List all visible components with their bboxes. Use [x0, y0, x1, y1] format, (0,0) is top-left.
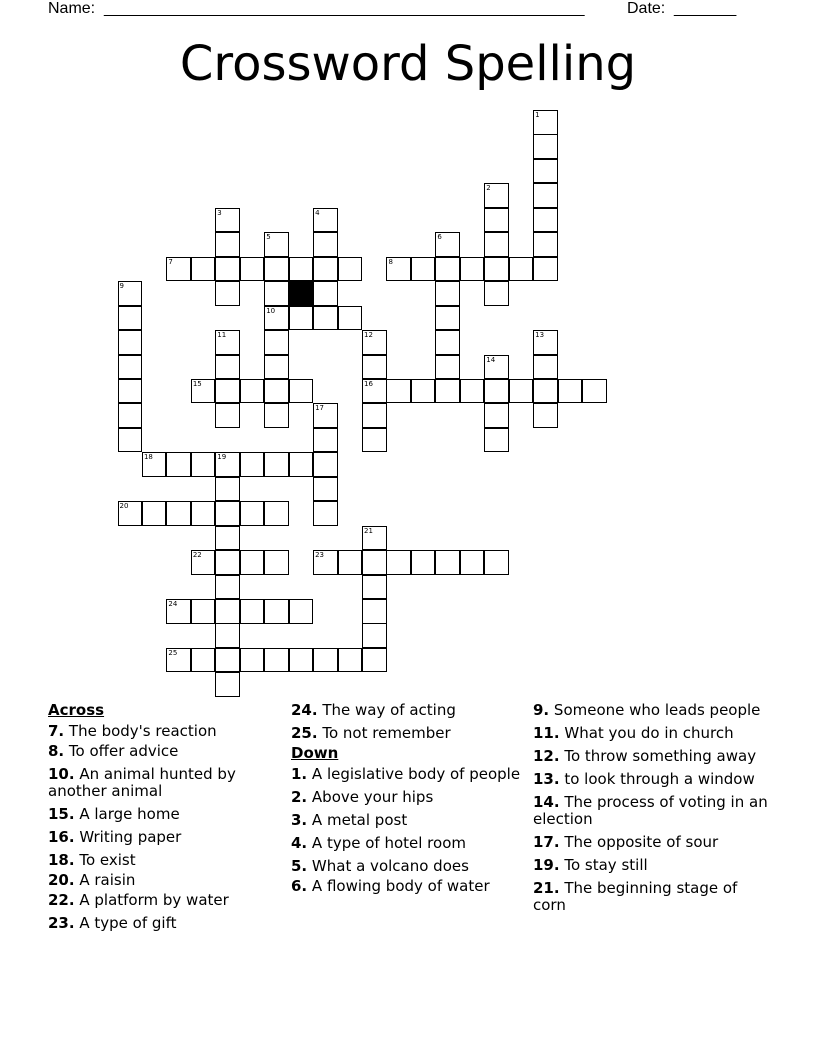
grid-cell[interactable] [289, 306, 314, 331]
grid-cell[interactable] [484, 403, 509, 428]
grid-cell[interactable] [118, 330, 143, 355]
clue-number: 6 [437, 233, 442, 242]
grid-cell[interactable] [118, 379, 143, 404]
grid-cell[interactable] [313, 306, 338, 331]
clue-down-13: 13. to look through a window [533, 770, 755, 788]
grid-cell[interactable] [484, 355, 509, 380]
grid-cell[interactable] [118, 403, 143, 428]
grid-cell[interactable] [215, 355, 240, 380]
grid-cell[interactable] [313, 501, 338, 526]
clue-across-7: 7. The body's reaction [48, 722, 217, 740]
grid-cell[interactable] [362, 379, 387, 404]
grid-cell[interactable] [411, 379, 436, 404]
grid-cell[interactable] [533, 159, 558, 184]
grid-cell[interactable] [264, 379, 289, 404]
grid-cell[interactable] [215, 452, 240, 477]
grid-cell[interactable] [215, 281, 240, 306]
grid-cell[interactable] [215, 526, 240, 551]
grid-cell[interactable] [435, 379, 460, 404]
clue-down-19: 19. To stay still [533, 856, 648, 874]
grid-cell[interactable] [313, 550, 338, 575]
clue-number: 4 [315, 208, 320, 217]
clue-across-16: 16. Writing paper [48, 828, 182, 846]
grid-cell[interactable] [338, 550, 363, 575]
grid-cell[interactable] [215, 330, 240, 355]
clue-across-10: 10. An animal hunted by another animal [48, 765, 236, 800]
grid-cell[interactable] [215, 379, 240, 404]
grid-cell[interactable] [338, 306, 363, 331]
grid-cell[interactable] [264, 403, 289, 428]
clue-number: 16 [364, 379, 373, 388]
grid-cell[interactable] [460, 550, 485, 575]
name-label: Name: [48, 0, 96, 17]
grid-cell[interactable] [142, 452, 167, 477]
grid-cell[interactable] [166, 257, 191, 282]
grid-cell[interactable] [118, 306, 143, 331]
grid-cell[interactable] [289, 648, 314, 673]
grid-cell[interactable] [215, 672, 240, 697]
grid-cell[interactable] [338, 257, 363, 282]
grid-cell[interactable] [118, 428, 143, 453]
grid-cell[interactable] [313, 477, 338, 502]
clue-number: 1 [535, 111, 540, 119]
clue-down-6: 6. A flowing body of water [291, 877, 490, 895]
clue-number: 9 [119, 282, 124, 291]
clue-number: 18 [143, 453, 153, 462]
grid-cell[interactable] [118, 355, 143, 380]
clue-number: 20 [119, 502, 129, 511]
grid-cell[interactable] [240, 599, 265, 624]
clue-number: 7 [168, 257, 173, 266]
grid-cell[interactable] [313, 403, 338, 428]
grid-cell[interactable] [264, 281, 289, 306]
grid-cell[interactable] [264, 306, 289, 331]
grid-cell[interactable] [313, 208, 338, 233]
grid-cell[interactable] [264, 452, 289, 477]
grid-cell[interactable] [215, 208, 240, 233]
grid-cell[interactable] [484, 379, 509, 404]
grid-cell[interactable] [215, 477, 240, 502]
grid-cell[interactable] [362, 428, 387, 453]
grid-cell[interactable] [362, 623, 387, 648]
clue-number: 15 [192, 379, 202, 388]
across-heading: Across [48, 701, 105, 719]
grid-cell[interactable] [533, 110, 558, 135]
clue-number: 21 [364, 526, 373, 535]
grid-cell[interactable] [533, 379, 558, 404]
grid-cell[interactable] [338, 648, 363, 673]
grid-cell[interactable] [166, 599, 191, 624]
grid-cell[interactable] [386, 550, 411, 575]
clue-number: 19 [217, 453, 227, 462]
grid-cell[interactable] [264, 232, 289, 257]
clue-down-9: 9. Someone who leads people [533, 701, 761, 719]
grid-cell[interactable] [582, 379, 607, 404]
clues-column-2 [291, 702, 527, 901]
grid-cell[interactable] [313, 257, 338, 282]
grid-cell[interactable] [289, 599, 314, 624]
grid-cell[interactable] [215, 550, 240, 575]
grid-cell[interactable] [191, 648, 216, 673]
grid-cell[interactable] [435, 355, 460, 380]
grid-cell[interactable] [484, 550, 509, 575]
grid-cell[interactable] [386, 379, 411, 404]
clue-number: 17 [315, 404, 325, 413]
clue-number: 12 [364, 331, 373, 340]
grid-cell[interactable] [484, 232, 509, 257]
grid-cell[interactable] [435, 281, 460, 306]
grid-cell[interactable] [240, 648, 265, 673]
grid-cell[interactable] [362, 575, 387, 600]
grid-cell[interactable] [215, 257, 240, 282]
clue-down-21: 21. The beginning stage of corn [533, 879, 738, 914]
page-title: Crossword Spelling [179, 36, 637, 92]
clue-down-5: 5. What a volcano does [291, 857, 469, 875]
grid-cell[interactable] [362, 330, 387, 355]
grid-cell[interactable] [484, 428, 509, 453]
clue-number: 5 [266, 233, 271, 242]
clue-number: 24 [168, 600, 178, 608]
grid-cell[interactable] [362, 648, 387, 673]
clue-across-23: 23. A type of gift [48, 914, 177, 932]
grid-cell[interactable] [215, 648, 240, 673]
grid-cell[interactable] [460, 257, 485, 282]
clue-number: 23 [315, 551, 325, 560]
clue-number: 14 [486, 355, 496, 364]
grid-cell[interactable] [533, 355, 558, 380]
grid-cell[interactable] [435, 550, 460, 575]
clue-down-17: 17. The opposite of sour [533, 833, 719, 851]
clue-across-22: 22. A platform by water [48, 891, 229, 909]
clue-number: 3 [217, 208, 222, 217]
grid-cell[interactable] [240, 257, 265, 282]
grid-cell[interactable] [313, 452, 338, 477]
grid-cell[interactable] [533, 330, 558, 355]
name-field-line[interactable]: ______________________________________________________ [104, 0, 585, 17]
grid-cell[interactable] [264, 599, 289, 624]
grid-cell[interactable] [191, 257, 216, 282]
grid-cell[interactable] [435, 257, 460, 282]
grid-cell[interactable] [264, 355, 289, 380]
grid-cell[interactable] [435, 232, 460, 257]
grid-cell[interactable] [191, 550, 216, 575]
clues-column-3 [533, 702, 769, 920]
clue-number: 13 [535, 331, 545, 340]
clue-down-3: 3. A metal post [291, 811, 408, 829]
clue-number: 25 [168, 648, 178, 657]
grid-cell[interactable] [313, 281, 338, 306]
grid-cell[interactable] [362, 550, 387, 575]
grid-cell[interactable] [215, 599, 240, 624]
grid-cell[interactable] [484, 257, 509, 282]
grid-cell[interactable] [166, 452, 191, 477]
clue-across-8: 8. To offer advice [48, 742, 179, 760]
grid-cell[interactable] [166, 501, 191, 526]
clue-across-18: 18. To exist [48, 851, 136, 869]
grid-cell[interactable] [460, 379, 485, 404]
grid-cell[interactable] [362, 526, 387, 551]
grid-cell[interactable] [215, 501, 240, 526]
clue-number: 10 [266, 306, 276, 315]
grid-cell[interactable] [533, 208, 558, 233]
grid-cell[interactable] [533, 257, 558, 282]
down-heading: Down [291, 744, 339, 762]
grid-cell[interactable] [435, 306, 460, 331]
grid-cell[interactable] [215, 232, 240, 257]
grid-cell[interactable] [215, 403, 240, 428]
clues-column-1 [48, 702, 284, 938]
grid-cell[interactable] [240, 379, 265, 404]
grid-cell[interactable] [533, 403, 558, 428]
grid-cell[interactable] [191, 379, 216, 404]
grid-cell[interactable] [215, 623, 240, 648]
grid-cell[interactable] [264, 550, 289, 575]
clue-number: 2 [486, 184, 491, 193]
grid-cell[interactable] [264, 330, 289, 355]
date-label: Date: [627, 0, 666, 17]
clue-across-15: 15. A large home [48, 805, 180, 823]
grid-cell[interactable] [191, 452, 216, 477]
grid-cell[interactable] [362, 355, 387, 380]
grid-cell[interactable] [386, 257, 411, 282]
grid-cell[interactable] [533, 134, 558, 159]
grid-cell[interactable] [240, 452, 265, 477]
grid-cell[interactable] [362, 403, 387, 428]
clue-down-2: 2. Above your hips [291, 788, 434, 806]
grid-cell[interactable] [264, 257, 289, 282]
grid-cell[interactable] [289, 257, 314, 282]
grid-cell[interactable] [118, 281, 143, 306]
grid-cell[interactable] [558, 379, 583, 404]
grid-cell[interactable] [166, 648, 191, 673]
grid-cell[interactable] [289, 452, 314, 477]
grid-cell[interactable] [313, 428, 338, 453]
grid-cell[interactable] [411, 550, 436, 575]
grid-cell[interactable] [533, 232, 558, 257]
grid-cell[interactable] [411, 257, 436, 282]
grid-cell[interactable] [215, 575, 240, 600]
clue-down-4: 4. A type of hotel room [291, 834, 466, 852]
clue-down-12: 12. To throw something away [533, 747, 757, 765]
grid-cell[interactable] [484, 183, 509, 208]
clue-across-25: 25. To not remember [291, 724, 451, 742]
clue-across-20: 20. A raisin [48, 871, 136, 889]
clue-number: 22 [192, 551, 202, 560]
clue-number: 11 [217, 331, 227, 340]
black-square [289, 281, 314, 306]
grid-cell[interactable] [118, 501, 143, 526]
grid-cell[interactable] [484, 208, 509, 233]
grid-cell[interactable] [289, 379, 314, 404]
grid-cell[interactable] [313, 648, 338, 673]
date-field-line[interactable]: _______ [674, 0, 737, 17]
grid-cell[interactable] [509, 379, 534, 404]
grid-cell[interactable] [142, 501, 167, 526]
grid-cell[interactable] [264, 648, 289, 673]
grid-cell[interactable] [191, 501, 216, 526]
clue-across-24: 24. The way of acting [291, 701, 456, 719]
grid-cell[interactable] [435, 330, 460, 355]
clue-down-1: 1. A legislative body of people [291, 765, 521, 783]
grid-cell[interactable] [509, 257, 534, 282]
clue-number: 8 [388, 257, 393, 266]
grid-cell[interactable] [362, 599, 387, 624]
grid-cell[interactable] [313, 232, 338, 257]
grid-cell[interactable] [240, 501, 265, 526]
clue-down-14: 14. The process of voting in an election [533, 793, 768, 828]
grid-cell[interactable] [533, 183, 558, 208]
grid-cell[interactable] [484, 281, 509, 306]
clue-down-11: 11. What you do in church [533, 724, 734, 742]
grid-cell[interactable] [240, 550, 265, 575]
grid-cell[interactable] [264, 501, 289, 526]
grid-cell[interactable] [191, 599, 216, 624]
